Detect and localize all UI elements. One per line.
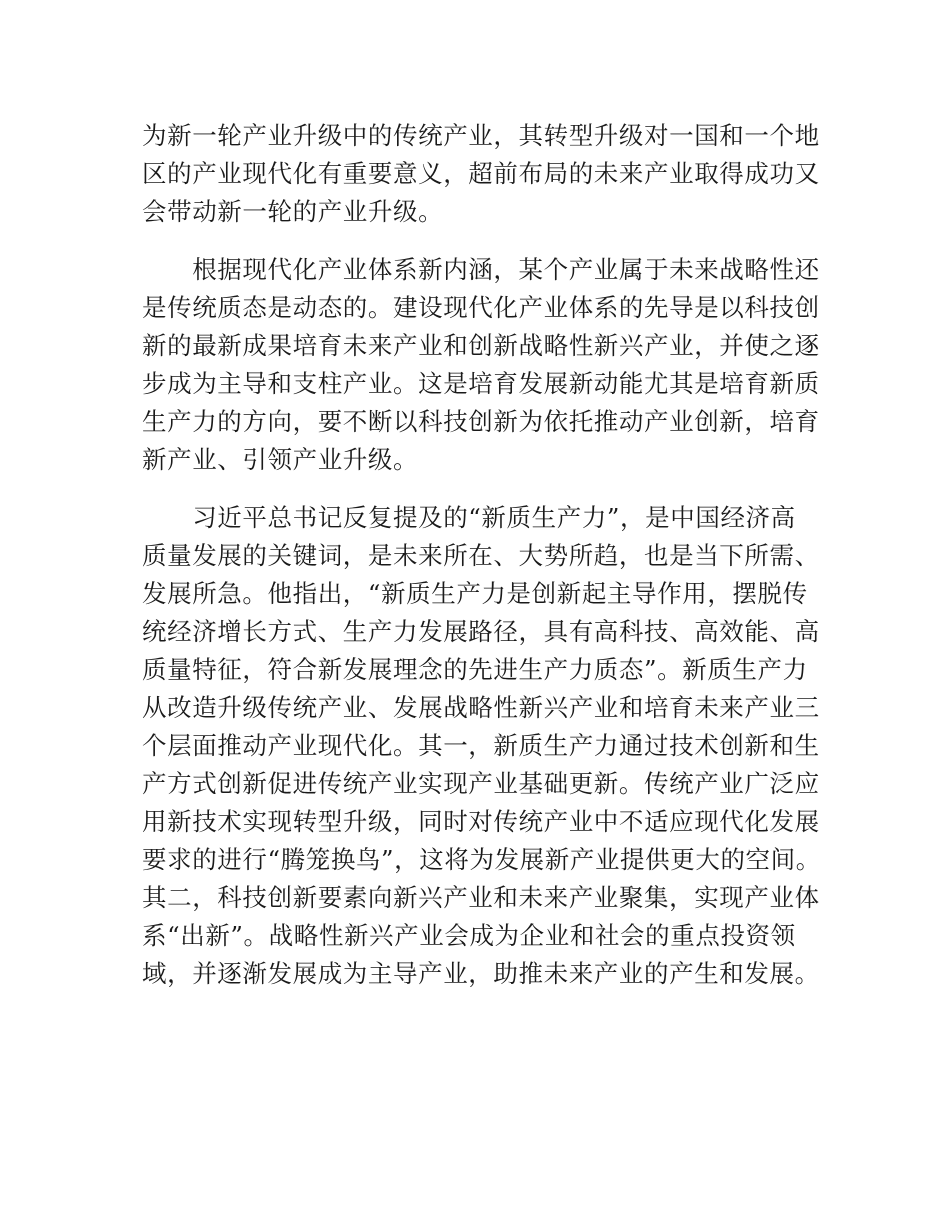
text-line: 质量发展的关键词，是未来所在、大势所趋，也是当下所需、 — [142, 541, 820, 570]
text-line: 系“出新”。战略性新兴产业会成为企业和社会的重点投资领 — [142, 921, 796, 950]
text-line: 质量特征，符合新发展理念的先进生产力质态”。新质生产力 — [142, 655, 808, 684]
body-text — [142, 117, 822, 993]
text-line: 为新一轮产业升级中的传统产业，其转型升级对一国和一个地 — [142, 121, 820, 150]
text-line: 个层面推动产业现代化。其一，新质生产力通过技术创新和生 — [142, 731, 820, 760]
text-line: 区的产业现代化有重要意义，超前布局的未来产业取得成功又 — [142, 159, 820, 188]
text-line: 生产力的方向，要不断以科技创新为依托推动产业创新，培育 — [142, 407, 820, 436]
text-line: 统经济增长方式、生产力发展路径，具有高科技、高效能、高 — [142, 617, 820, 646]
text-line: 根据现代化产业体系新内涵，某个产业属于未来战略性还 — [142, 255, 820, 284]
text-line: 域，并逐渐发展成为主导产业，助推未来产业的产生和发展。 — [142, 959, 820, 988]
text-line: 会带动新一轮的产业升级。 — [142, 197, 444, 226]
text-line: 步成为主导和支柱产业。这是培育发展新动能尤其是培育新质 — [142, 369, 820, 398]
paragraph-3 — [142, 499, 822, 993]
paragraph-1 — [142, 117, 822, 231]
text-line: 其二，科技创新要素向新兴产业和未来产业聚集，实现产业体 — [142, 883, 820, 912]
text-line: 新的最新成果培育未来产业和创新战略性新兴产业，并使之逐 — [142, 331, 820, 360]
text-line: 用新技术实现转型升级，同时对传统产业中不适应现代化发展 — [142, 807, 820, 836]
text-line: 新产业、引领产业升级。 — [142, 445, 419, 474]
text-line: 要求的进行“腾笼换鸟”，这将为发展新产业提供更大的空间。 — [142, 845, 821, 874]
text-line: 是传统质态是动态的。建设现代化产业体系的先导是以科技创 — [142, 293, 820, 322]
text-line: 习近平总书记反复提及的“新质生产力”，是中国经济高 — [142, 503, 796, 532]
text-line: 发展所急。他指出，“新质生产力是创新起主导作用，摆脱传 — [142, 579, 808, 608]
text-line: 从改造升级传统产业、发展战略性新兴产业和培育未来产业三 — [142, 693, 820, 722]
paragraph-2 — [142, 251, 822, 479]
text-line: 产方式创新促进传统产业实现产业基础更新。传统产业广泛应 — [142, 769, 820, 798]
